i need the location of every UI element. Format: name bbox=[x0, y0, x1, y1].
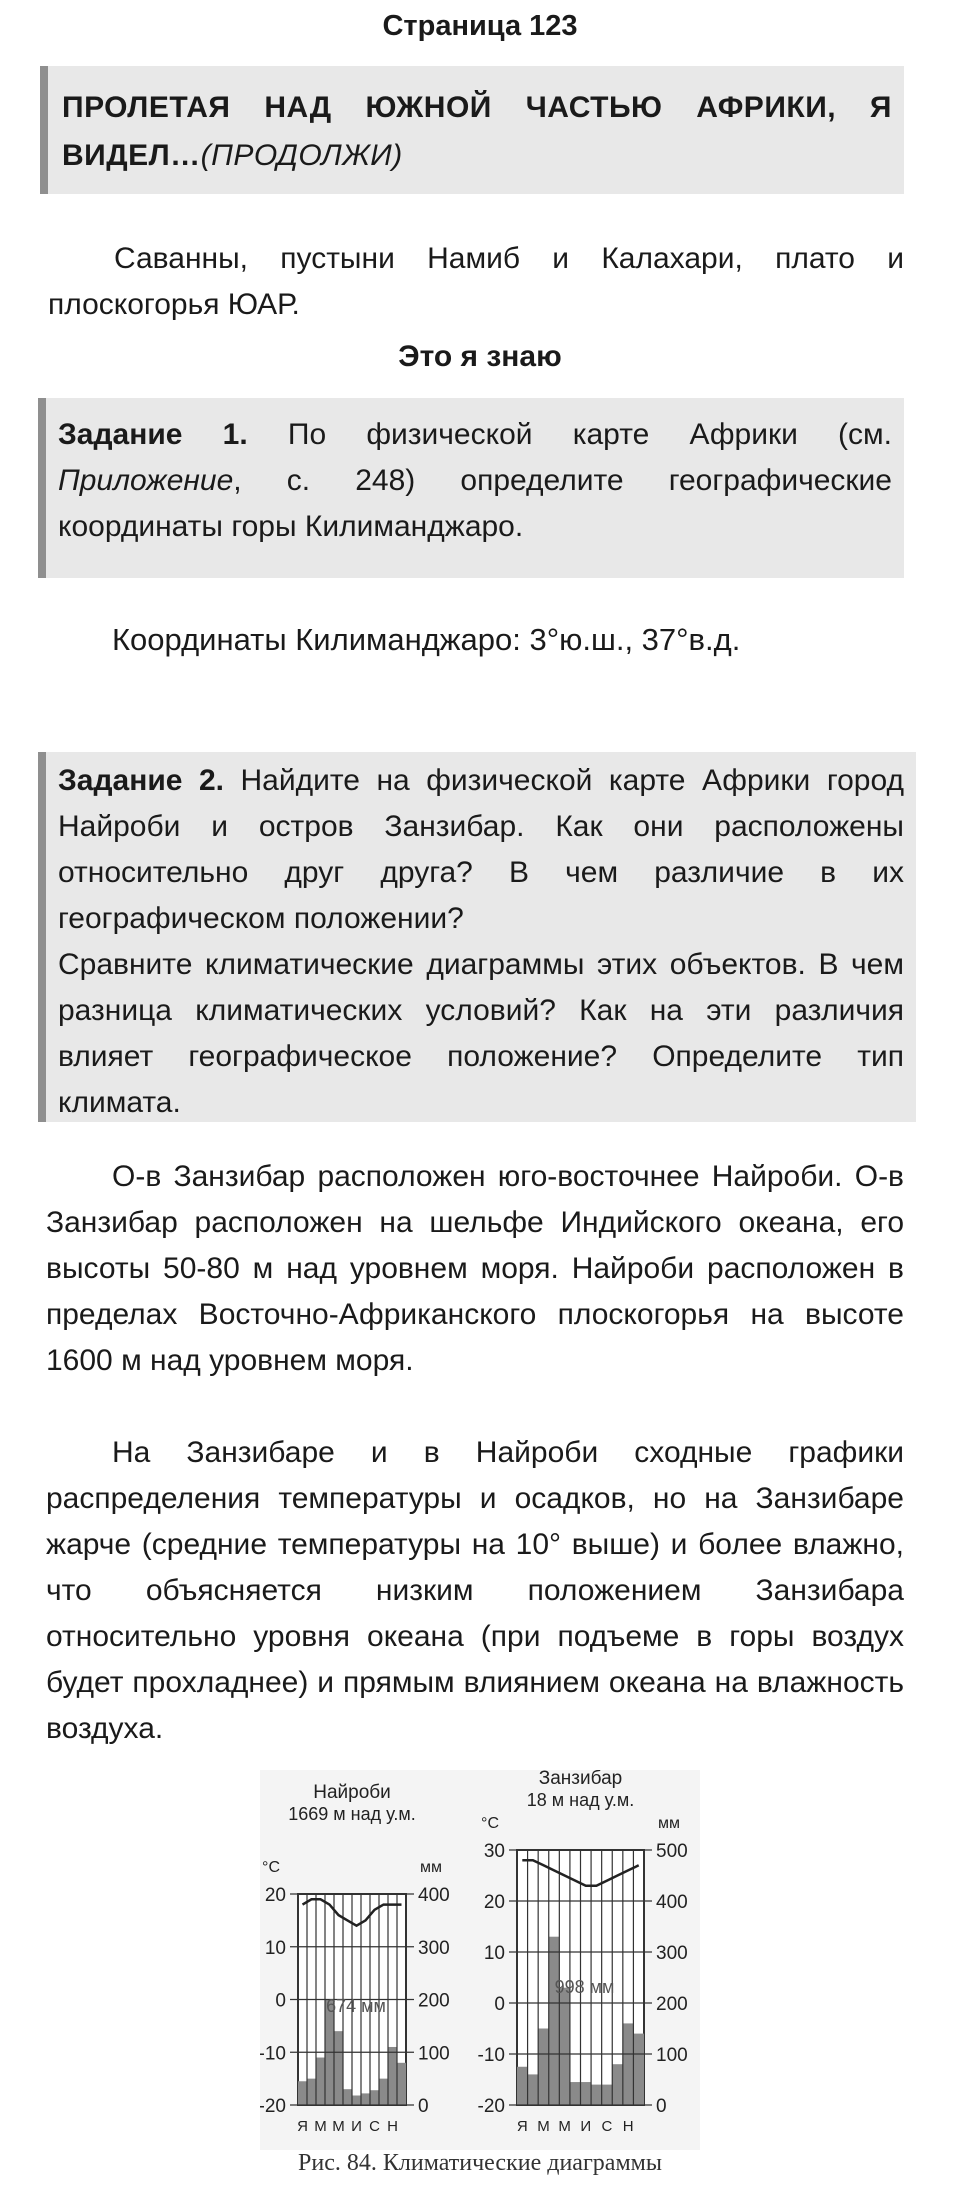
precip-bar-0-6 bbox=[352, 2096, 361, 2105]
temp-tick-label: -20 bbox=[477, 2096, 505, 2117]
temp-tick-label: 10 bbox=[483, 1943, 505, 1964]
month-label: Я bbox=[297, 2118, 308, 2135]
answer-intro: Саванны, пустыни Намиб и Калахари, плато и плоскогорья ЮАР. bbox=[48, 242, 904, 321]
figure-caption: Рис. 84. Климатические диаграммы bbox=[298, 2150, 662, 2176]
precip-bar-0-9 bbox=[379, 2079, 388, 2105]
month-label: И bbox=[580, 2118, 592, 2135]
task1-text-after: , с. 248) определите географические координаты горы Килиманджаро. bbox=[58, 464, 892, 543]
task1-text-before: По физической карте Африки (см. bbox=[287, 418, 892, 451]
temp-tick-label: -10 bbox=[260, 2043, 286, 2065]
precip-bar-0-0 bbox=[298, 2081, 307, 2105]
precip-tick-label: 400 bbox=[656, 1892, 688, 1913]
precip-tick-label: 0 bbox=[656, 2096, 667, 2117]
precip-bar-0-1 bbox=[307, 2079, 316, 2105]
precip-bar-0-10 bbox=[388, 2047, 397, 2105]
answer1: Координаты Килиманджаро: 3°ю.ш., 37°в.д. bbox=[112, 622, 741, 657]
month-label: С bbox=[601, 2118, 613, 2135]
task1-italic: Приложение bbox=[58, 464, 234, 497]
month-label: Я bbox=[516, 2118, 528, 2135]
heading-text: ПРОЛЕТАЯ НАД ЮЖНОЙ ЧАСТЬЮ АФРИКИ, Я ВИДЕЛ… bbox=[62, 91, 892, 172]
precip-bar-1-9 bbox=[612, 2064, 623, 2105]
precip-bar-1-0 bbox=[517, 2067, 528, 2105]
heading-box bbox=[40, 66, 904, 194]
precip-tick-label: 100 bbox=[418, 2043, 450, 2065]
chart-subtitle-1: 18 м над у.м. bbox=[526, 1790, 635, 1810]
precip-bar-1-4 bbox=[559, 1988, 570, 2105]
task2-box bbox=[38, 752, 916, 1122]
precip-tick-label: 300 bbox=[656, 1943, 688, 1964]
month-label: Н bbox=[387, 2118, 398, 2135]
month-label: М bbox=[558, 2118, 571, 2135]
precip-bar-1-7 bbox=[591, 2085, 602, 2105]
precip-bar-0-7 bbox=[361, 2093, 370, 2105]
chart-subtitle-0: 1669 м над у.м. bbox=[288, 1804, 416, 1824]
precip-bar-1-1 bbox=[528, 2074, 539, 2105]
precip-bar-1-2 bbox=[538, 2029, 549, 2106]
temp-tick-label: 30 bbox=[483, 1841, 505, 1862]
precip-total-label-0: 674 мм bbox=[326, 1996, 386, 2017]
chart-title-1: Занзибар bbox=[538, 1770, 623, 1789]
precip-tick-label: 400 bbox=[418, 1885, 450, 1906]
temp-tick-label: 20 bbox=[483, 1892, 505, 1913]
precip-total-label-1: 998 мм bbox=[554, 1976, 615, 1997]
task2-text2: Сравните климатические диаграммы этих объектов. В чем разница климатических условий? Как на эти различия влияет географическое положение? Определите тип климата. bbox=[58, 948, 904, 1119]
task1-box bbox=[38, 398, 904, 578]
month-label: И bbox=[351, 2118, 362, 2135]
month-label: С bbox=[369, 2118, 380, 2135]
temp-tick-label: 0 bbox=[275, 1990, 286, 2012]
precip-bar-1-6 bbox=[581, 2082, 592, 2105]
climate-diagrams-figure bbox=[260, 1770, 700, 2150]
precip-tick-label: 500 bbox=[656, 1841, 688, 1862]
task2-label: Задание 2. bbox=[58, 764, 224, 797]
precip-bar-0-11 bbox=[397, 2063, 406, 2105]
precip-tick-label: 0 bbox=[418, 2096, 429, 2117]
precip-bar-1-8 bbox=[602, 2085, 613, 2105]
precip-axis-label: мм bbox=[420, 1859, 442, 1876]
precip-bar-0-2 bbox=[316, 2058, 325, 2105]
climate-diagrams bbox=[260, 1770, 700, 2150]
precip-bar-0-5 bbox=[343, 2089, 352, 2105]
precip-tick-label: 200 bbox=[418, 1990, 450, 2012]
temp-tick-label: -20 bbox=[260, 2096, 286, 2117]
precip-tick-label: 300 bbox=[418, 1937, 450, 1959]
task1-label: Задание 1. bbox=[58, 418, 248, 451]
temp-axis-label: °C bbox=[262, 1859, 280, 1876]
answer2-paragraph2: На Занзибаре и в Найроби сходные графики распределения температуры и осадков, но на Занзибаре жарче (средние температуры на 10° выше) и более влажно, что объясняется низким положением Занзибара относительно уровня океана (при подъеме в горы воздух будет прохладнее) и прямым влиянием океана на влажность воздуха. bbox=[46, 1436, 904, 1745]
precip-bar-0-8 bbox=[370, 2090, 379, 2105]
temp-axis-label: °C bbox=[481, 1815, 499, 1832]
section-title: Это я знаю bbox=[398, 340, 562, 373]
precip-bar-1-3 bbox=[549, 1937, 560, 2105]
temp-tick-label: 20 bbox=[264, 1885, 286, 1906]
answer2-paragraph1: О-в Занзибар расположен юго-восточнее Найроби. О-в Занзибар расположен на шельфе Индийского океана, его высоты 50-80 м над уровнем моря. Найроби расположен в пределах Восточно-Африканского плоскогорья на высоте 1600 м над уровнем моря. bbox=[46, 1160, 904, 1377]
chart-title-0: Найроби bbox=[313, 1782, 391, 1803]
heading-hint: (ПРОДОЛЖИ) bbox=[200, 139, 403, 172]
precip-bar-1-11 bbox=[633, 2034, 644, 2105]
precip-tick-label: 200 bbox=[656, 1994, 688, 2015]
precip-bar-0-4 bbox=[334, 2031, 343, 2105]
month-label: М bbox=[537, 2118, 550, 2135]
month-label: М bbox=[332, 2118, 345, 2135]
precip-axis-label: мм bbox=[658, 1815, 680, 1832]
task2-text1: Найдите на физической карте Африки город Найроби и остров Занзибар. Как они расположены относительно друг друга? В чем различие в их географическом положении? bbox=[58, 764, 905, 935]
month-label: Н bbox=[622, 2118, 634, 2135]
page-title: Страница 123 bbox=[382, 10, 578, 42]
precip-tick-label: 100 bbox=[656, 2045, 688, 2066]
precip-bar-1-10 bbox=[623, 2023, 634, 2105]
temp-tick-label: -10 bbox=[477, 2045, 505, 2066]
temp-tick-label: 10 bbox=[264, 1937, 286, 1959]
month-label: М bbox=[314, 2118, 327, 2135]
precip-bar-1-5 bbox=[570, 2082, 581, 2105]
temp-tick-label: 0 bbox=[494, 1994, 505, 2015]
